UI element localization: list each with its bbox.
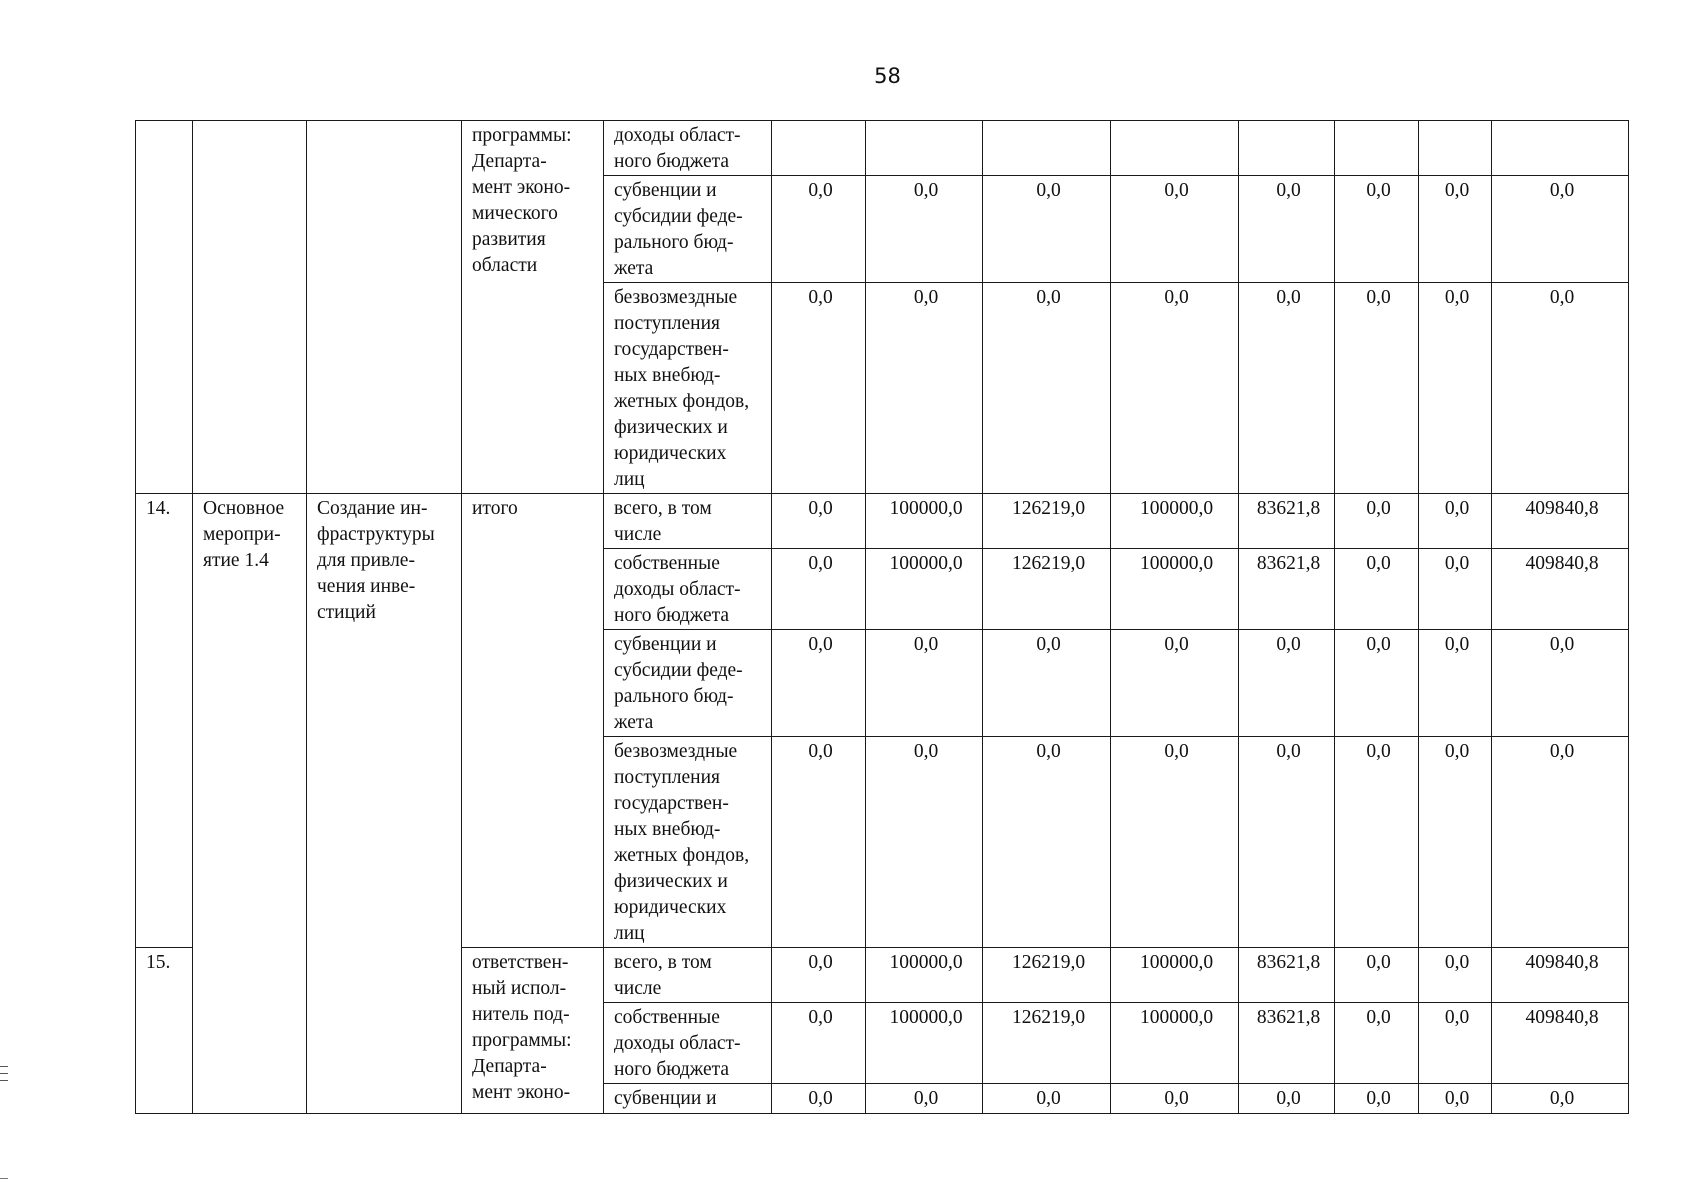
- activity-cell: [193, 121, 307, 494]
- executor-cell: итого: [462, 494, 604, 948]
- value-cell: 0,0: [866, 630, 983, 737]
- value-cell: 0,0: [1335, 549, 1419, 630]
- value-cell: 0,0: [1335, 630, 1419, 737]
- value-cell: 0,0: [1335, 1003, 1419, 1084]
- value-cell: 0,0: [1239, 630, 1335, 737]
- value-cell: [1419, 121, 1492, 176]
- budget-table: [135, 120, 1629, 1114]
- row-number-cell: 14.: [136, 494, 193, 948]
- funding-source-label: собственные доходы област- ного бюджета: [604, 1003, 772, 1084]
- value-cell: 0,0: [1419, 176, 1492, 283]
- value-cell: 0,0: [983, 283, 1111, 494]
- value-cell: 126219,0: [983, 948, 1111, 1003]
- value-cell: 100000,0: [866, 494, 983, 549]
- value-cell: 0,0: [1111, 737, 1239, 948]
- total-cell: 0,0: [1492, 630, 1629, 737]
- value-cell: 126219,0: [983, 1003, 1111, 1084]
- value-cell: 100000,0: [1111, 948, 1239, 1003]
- activity-name-cell: [307, 121, 462, 494]
- total-cell: 409840,8: [1492, 948, 1629, 1003]
- scan-edge-marks: [0, 1066, 8, 1087]
- value-cell: 0,0: [1419, 494, 1492, 549]
- value-cell: 0,0: [772, 630, 866, 737]
- funding-source-label: субвенции и: [604, 1084, 772, 1114]
- value-cell: 126219,0: [983, 494, 1111, 549]
- executor-cell: ответствен- ный испол- нитель под- программы: Департа- мент эконо-: [462, 948, 604, 1114]
- value-cell: 0,0: [1419, 948, 1492, 1003]
- value-cell: 0,0: [1335, 494, 1419, 549]
- value-cell: 0,0: [1419, 1084, 1492, 1114]
- funding-source-label: безвозмездные поступления государствен- ных внебюд- жетных фондов, физических и юридических лиц: [604, 737, 772, 948]
- row-number-cell: [136, 121, 193, 494]
- value-cell: 0,0: [772, 283, 866, 494]
- value-cell: 0,0: [772, 494, 866, 549]
- value-cell: 83621,8: [1239, 1003, 1335, 1084]
- value-cell: 0,0: [772, 1003, 866, 1084]
- value-cell: 0,0: [1335, 737, 1419, 948]
- activity-cell: Основное меропри- ятие 1.4: [193, 494, 307, 1114]
- value-cell: 100000,0: [866, 1003, 983, 1084]
- value-cell: 0,0: [1111, 176, 1239, 283]
- funding-source-label: субвенции и субсидии феде- рального бюд- жета: [604, 176, 772, 283]
- value-cell: [772, 121, 866, 176]
- value-cell: [983, 121, 1111, 176]
- value-cell: 126219,0: [983, 549, 1111, 630]
- table-row: [136, 121, 1629, 176]
- value-cell: 100000,0: [866, 948, 983, 1003]
- value-cell: 0,0: [983, 1084, 1111, 1114]
- value-cell: [1239, 121, 1335, 176]
- value-cell: 0,0: [866, 176, 983, 283]
- value-cell: 0,0: [1239, 283, 1335, 494]
- value-cell: 0,0: [983, 630, 1111, 737]
- value-cell: 0,0: [1419, 283, 1492, 494]
- value-cell: 100000,0: [1111, 549, 1239, 630]
- value-cell: 83621,8: [1239, 494, 1335, 549]
- value-cell: [1335, 121, 1419, 176]
- total-cell: 0,0: [1492, 1084, 1629, 1114]
- row-number-cell: 15.: [136, 948, 193, 1114]
- value-cell: 0,0: [983, 737, 1111, 948]
- value-cell: 0,0: [1239, 1084, 1335, 1114]
- value-cell: 0,0: [1111, 630, 1239, 737]
- total-cell: 0,0: [1492, 283, 1629, 494]
- budget-table-container: [135, 120, 1629, 1114]
- total-cell: [1492, 121, 1629, 176]
- total-cell: 409840,8: [1492, 549, 1629, 630]
- value-cell: 0,0: [866, 283, 983, 494]
- value-cell: 0,0: [1335, 283, 1419, 494]
- value-cell: 83621,8: [1239, 948, 1335, 1003]
- value-cell: 0,0: [1111, 283, 1239, 494]
- value-cell: 0,0: [772, 737, 866, 948]
- total-cell: 0,0: [1492, 737, 1629, 948]
- value-cell: 0,0: [1335, 948, 1419, 1003]
- value-cell: 0,0: [866, 737, 983, 948]
- funding-source-label: собственные доходы област- ного бюджета: [604, 549, 772, 630]
- value-cell: 0,0: [1239, 176, 1335, 283]
- value-cell: [1111, 121, 1239, 176]
- value-cell: 0,0: [1335, 1084, 1419, 1114]
- value-cell: 0,0: [1335, 176, 1419, 283]
- page-number: 58: [874, 64, 901, 88]
- funding-source-label: безвозмездные поступления государствен- ных внебюд- жетных фондов, физических и юридических лиц: [604, 283, 772, 494]
- funding-source-label: всего, в том числе: [604, 948, 772, 1003]
- value-cell: 0,0: [772, 948, 866, 1003]
- value-cell: 100000,0: [1111, 1003, 1239, 1084]
- value-cell: 0,0: [772, 549, 866, 630]
- value-cell: 83621,8: [1239, 549, 1335, 630]
- value-cell: 0,0: [1419, 1003, 1492, 1084]
- total-cell: 409840,8: [1492, 1003, 1629, 1084]
- value-cell: 0,0: [1419, 737, 1492, 948]
- total-cell: 0,0: [1492, 176, 1629, 283]
- value-cell: 0,0: [772, 1084, 866, 1114]
- value-cell: 100000,0: [1111, 494, 1239, 549]
- activity-name-cell: Создание ин- фраструктуры для привле- чения инве- стиций: [307, 494, 462, 1114]
- value-cell: 0,0: [772, 176, 866, 283]
- value-cell: [866, 121, 983, 176]
- funding-source-label: всего, в том числе: [604, 494, 772, 549]
- value-cell: 0,0: [983, 176, 1111, 283]
- total-cell: 409840,8: [1492, 494, 1629, 549]
- executor-cell: программы: Департа- мент эконо- мического развития области: [462, 121, 604, 494]
- funding-source-label: субвенции и субсидии феде- рального бюд- жета: [604, 630, 772, 737]
- scan-edge-dash: [0, 1178, 8, 1179]
- value-cell: 0,0: [1111, 1084, 1239, 1114]
- value-cell: 0,0: [1419, 549, 1492, 630]
- table-row: [136, 494, 1629, 549]
- funding-source-label: доходы област- ного бюджета: [604, 121, 772, 176]
- value-cell: 0,0: [1419, 630, 1492, 737]
- value-cell: 100000,0: [866, 549, 983, 630]
- value-cell: 0,0: [866, 1084, 983, 1114]
- value-cell: 0,0: [1239, 737, 1335, 948]
